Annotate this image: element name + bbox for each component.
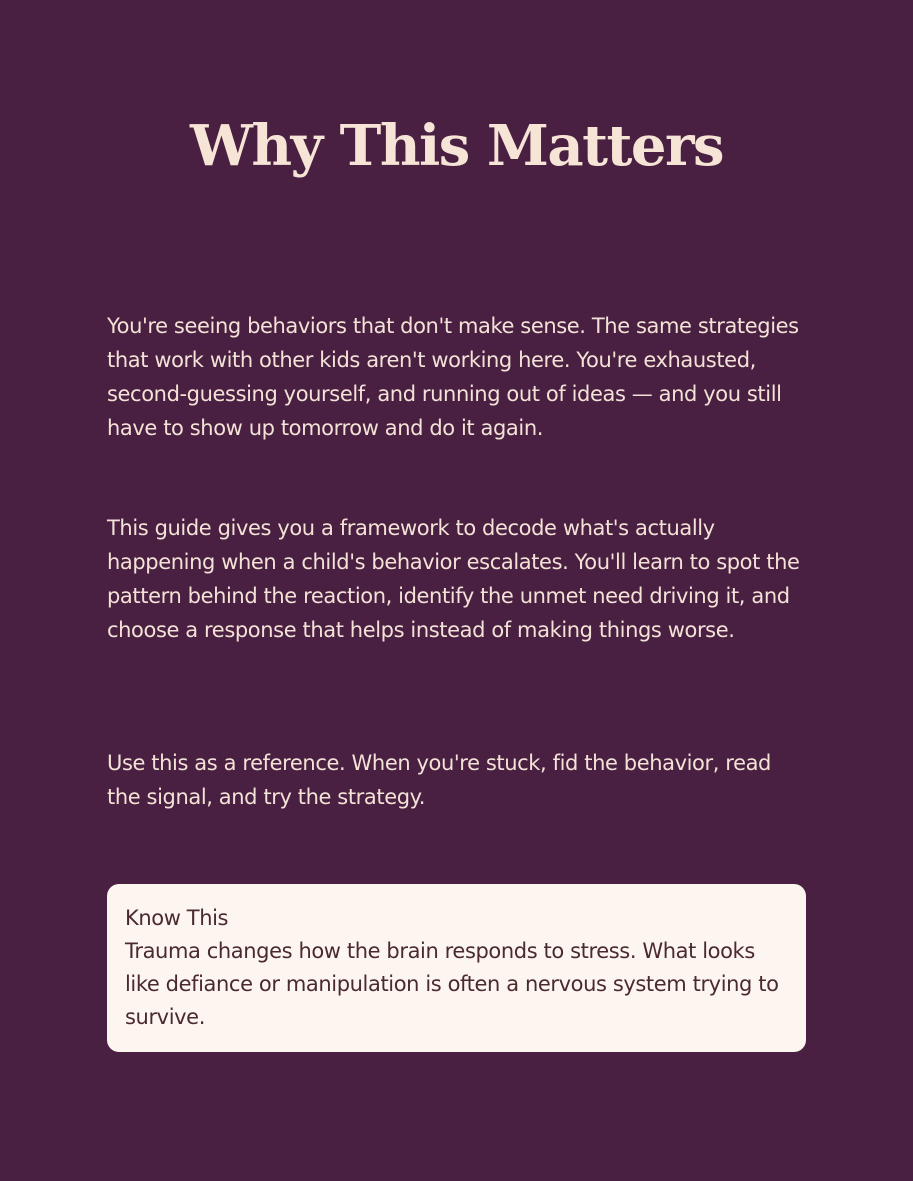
page-title: Why This Matters: [190, 113, 723, 179]
callout-label: Know This: [125, 906, 229, 930]
callout-text: Trauma changes how the brain responds to stress. What looks like defiance or manipulation is often a nervous system trying to survive.: [125, 939, 779, 1029]
intro-paragraph: You're seeing behaviors that don't make sense. The same strategies that work with other kids aren't working here. You're exhausted, second-guessing yourself, and running out of ideas — and you still have to show up tomorrow and do it again.: [107, 314, 799, 440]
know-this-callout: [107, 884, 806, 1052]
guide-paragraph: This guide gives you a framework to decode what's actually happening when a child's behavior escalates. You'll learn to spot the pattern behind the reaction, identify the unmet need driving it, and choose a response that helps instead of making things worse.: [107, 516, 800, 642]
reference-paragraph: Use this as a reference. When you're stuck, fid the behavior, read the signal, and try the strategy.: [107, 751, 771, 809]
